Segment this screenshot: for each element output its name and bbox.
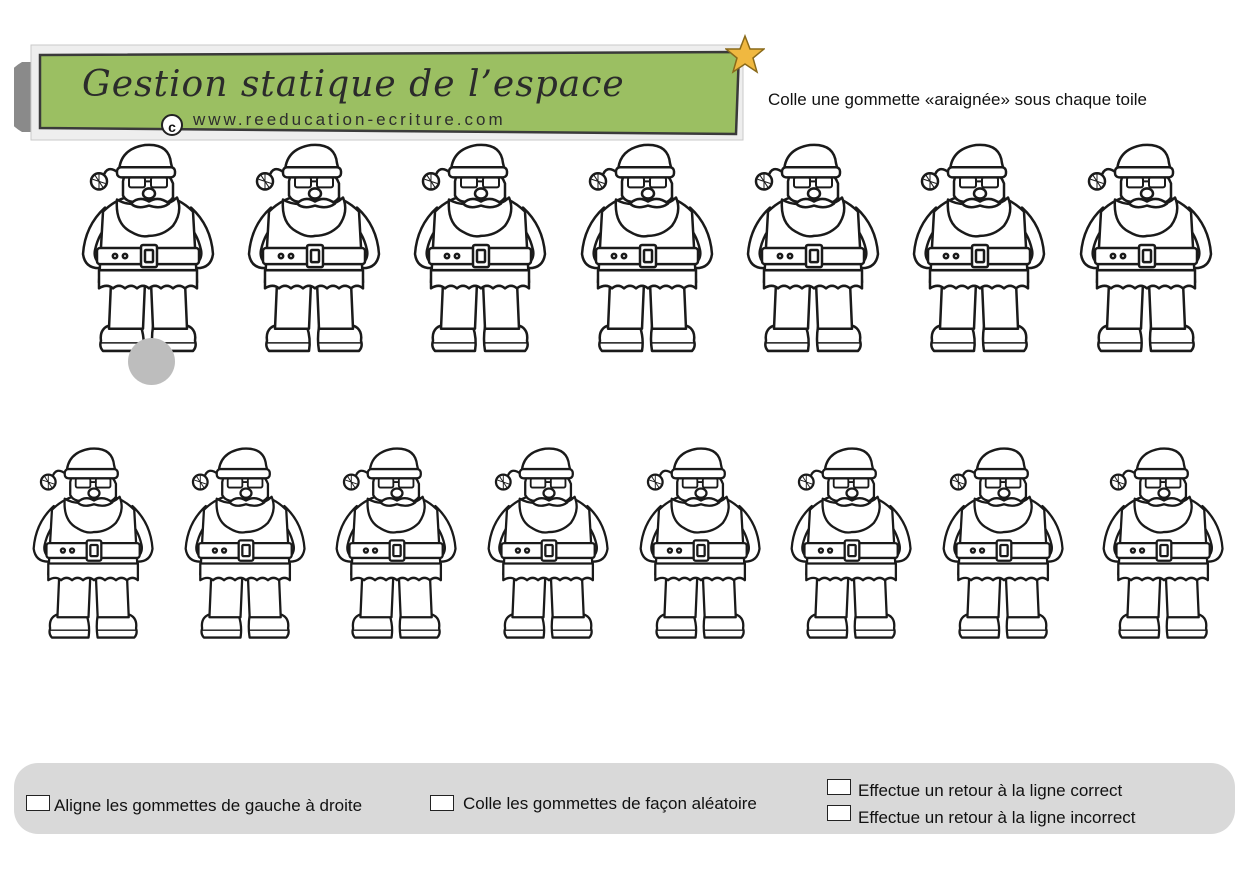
copyright-icon: c: [161, 114, 183, 136]
santa-claus-icon: [910, 141, 1050, 359]
checkbox-random[interactable]: [430, 795, 454, 811]
criterion-random: Colle les gommettes de façon aléatoire: [463, 794, 757, 813]
sticker-example: [128, 338, 175, 385]
santa-claus-icon: [788, 445, 916, 645]
criterion-line-return-incorrect: Effectue un retour à la ligne incorrect: [858, 808, 1136, 827]
checkbox-line-return-correct[interactable]: [827, 779, 851, 795]
santa-claus-icon: [182, 445, 310, 645]
criterion-line-return-correct: Effectue un retour à la ligne correct: [858, 781, 1123, 800]
santa-claus-icon: [245, 141, 385, 359]
criterion-left-to-right: Aligne les gommettes de gauche à droite: [54, 796, 363, 815]
santa-claus-icon: [578, 141, 718, 359]
checkbox-line-return-incorrect[interactable]: [827, 805, 851, 821]
santa-claus-icon: [30, 445, 158, 645]
instruction-text: Colle une gommette «araignée» sous chaque toile: [768, 90, 1147, 109]
star-icon: [725, 34, 765, 74]
checkbox-left-to-right[interactable]: [26, 795, 50, 811]
santa-claus-icon: [1100, 445, 1228, 645]
santa-claus-icon: [940, 445, 1068, 645]
page-title: Gestion statique de l’espace: [82, 64, 625, 105]
santa-claus-icon: [1077, 141, 1217, 359]
website-url: www.reeducation-ecriture.com: [193, 110, 506, 129]
santa-claus-icon: [637, 445, 765, 645]
santa-claus-icon: [485, 445, 613, 645]
santa-claus-icon: [411, 141, 551, 359]
santa-claus-icon: [333, 445, 461, 645]
santa-claus-icon: [79, 141, 219, 359]
santa-claus-icon: [744, 141, 884, 359]
